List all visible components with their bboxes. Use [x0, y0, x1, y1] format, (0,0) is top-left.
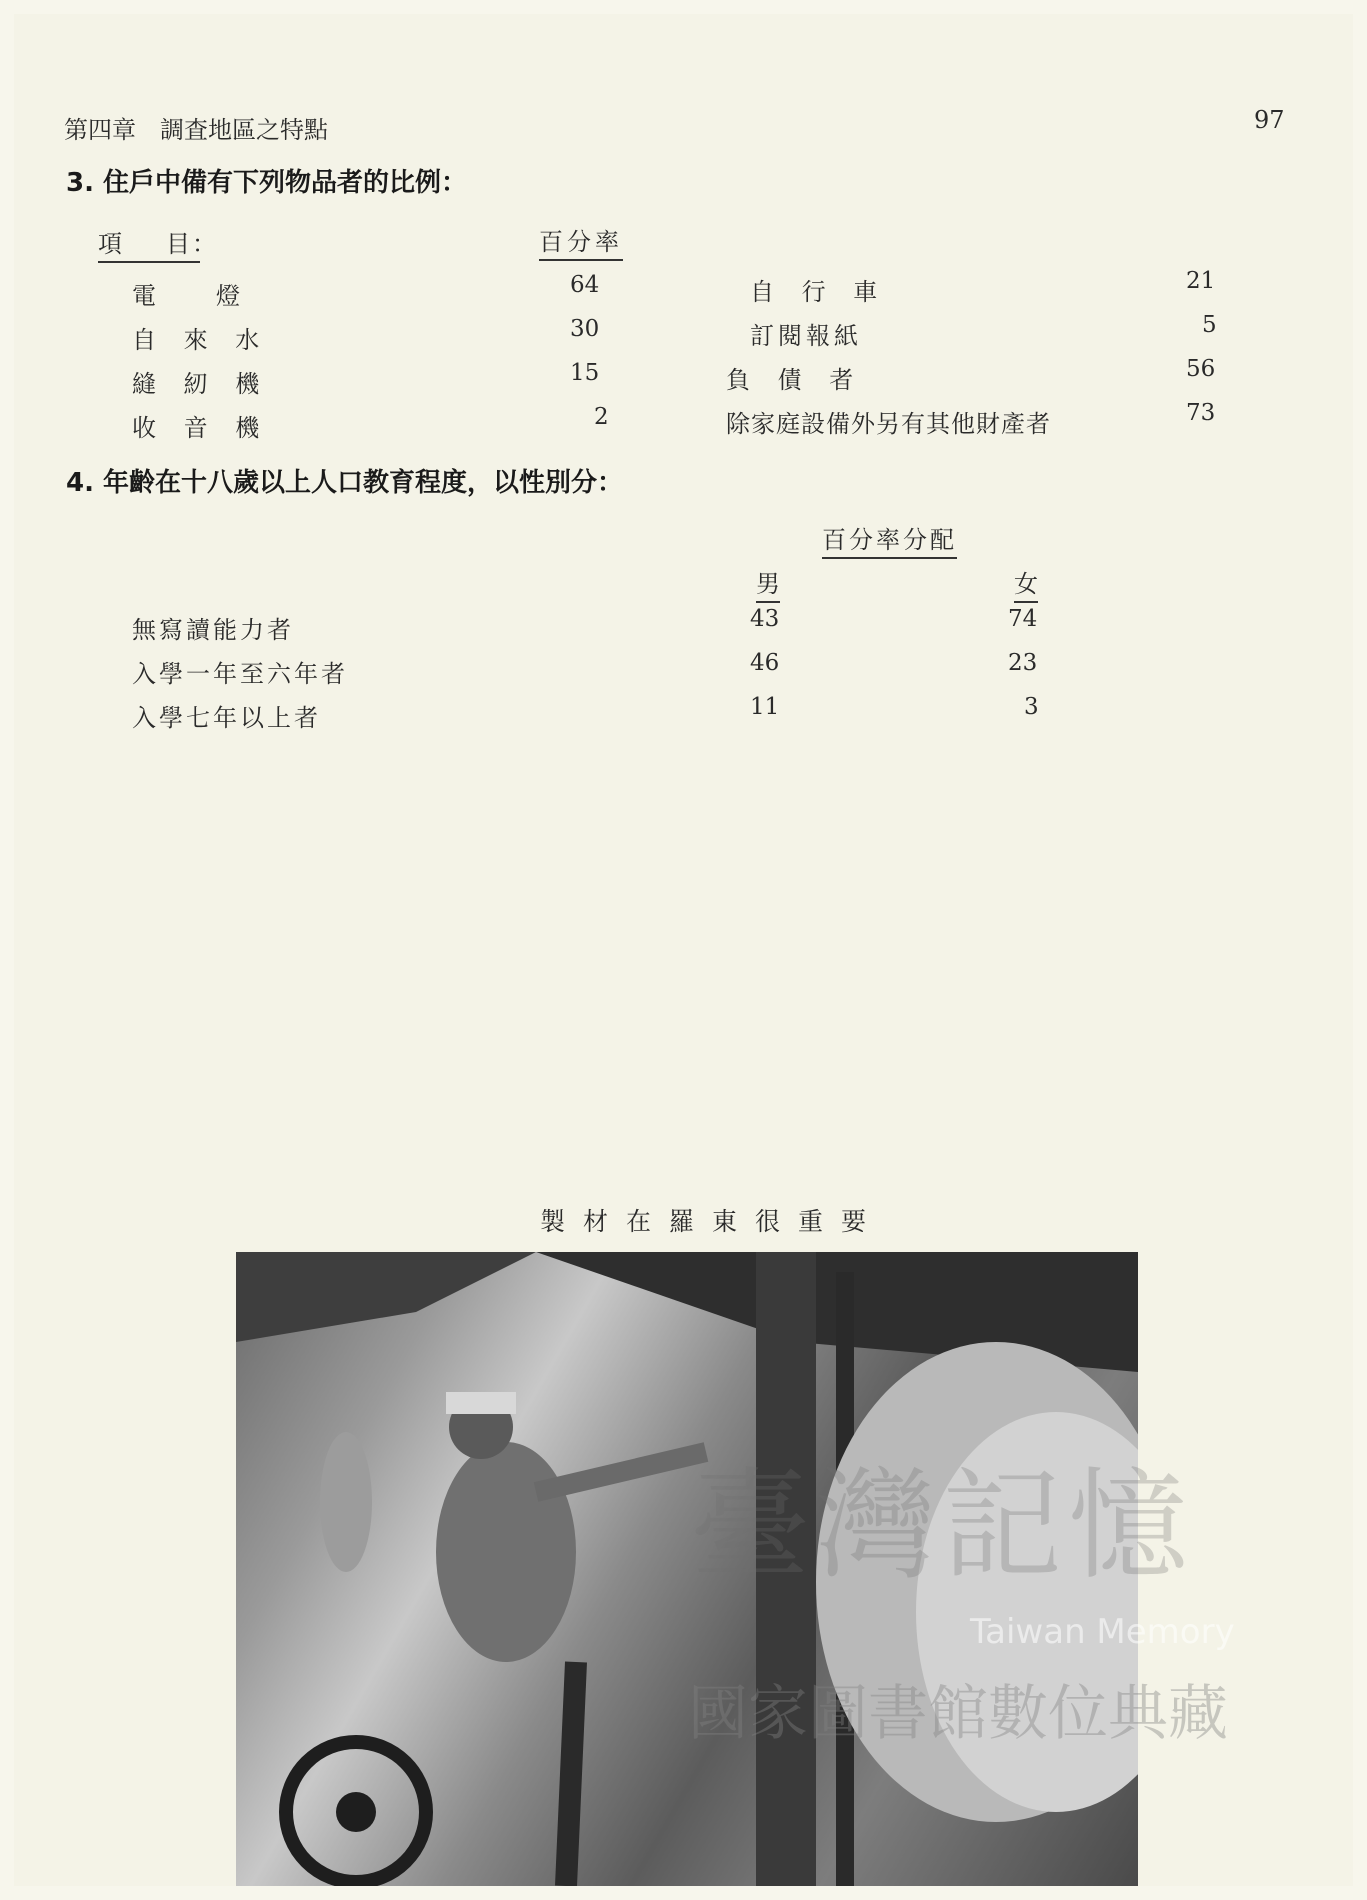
column-header-item: 項 目	[98, 224, 200, 263]
watermark-library: 國家圖書館數位典藏	[688, 1679, 1228, 1749]
item-label: 收 音 機	[132, 414, 270, 442]
column-header-male: 男	[756, 564, 780, 603]
item-value: 5	[1202, 312, 1217, 338]
education-female-value: 23	[1008, 650, 1038, 676]
education-male-value: 43	[750, 606, 780, 632]
item-label: 除家庭設備外另有其他財產者	[726, 410, 1051, 438]
section-3-title: 3. 住戶中備有下列物品者的比例：	[66, 168, 468, 198]
item-value: 73	[1186, 400, 1216, 426]
page-number: 97	[1254, 106, 1285, 134]
education-row-label: 入學一年至六年者	[132, 660, 348, 688]
photo-caption: 製材在羅東很重要	[540, 1207, 885, 1236]
watermark-english: Taiwan Memory	[970, 1612, 1235, 1652]
chapter-header: 第四章 調査地區之特點	[64, 116, 328, 144]
column-header-colon: ：	[192, 230, 226, 258]
item-value: 2	[594, 404, 609, 430]
item-value: 21	[1186, 268, 1216, 294]
column-header-percent: 百分率	[539, 222, 623, 261]
item-label: 電 燈	[132, 282, 244, 310]
item-value: 15	[570, 360, 600, 386]
item-label: 訂閱報紙	[750, 322, 862, 350]
item-value: 64	[570, 272, 600, 298]
group-header-percent-distribution: 百分率分配	[822, 520, 957, 559]
item-label: 縫 紉 機	[132, 370, 270, 398]
watermark-logo: 臺灣記憶	[690, 1457, 1194, 1596]
item-label: 自 行 車	[750, 278, 888, 306]
education-male-value: 46	[750, 650, 780, 676]
column-header-female: 女	[1014, 564, 1038, 603]
item-value: 30	[570, 316, 600, 342]
education-male-value: 11	[750, 694, 780, 720]
education-row-label: 無寫讀能力者	[132, 616, 294, 644]
item-value: 56	[1186, 356, 1216, 382]
education-row-label: 入學七年以上者	[132, 704, 321, 732]
section-4-title: 4. 年齡在十八歲以上人口教育程度，以性別分：	[66, 468, 624, 498]
education-female-value: 74	[1008, 606, 1038, 632]
item-label: 負 債 者	[726, 366, 864, 394]
education-female-value: 3	[1024, 694, 1039, 720]
item-label: 自 來 水	[132, 326, 270, 354]
